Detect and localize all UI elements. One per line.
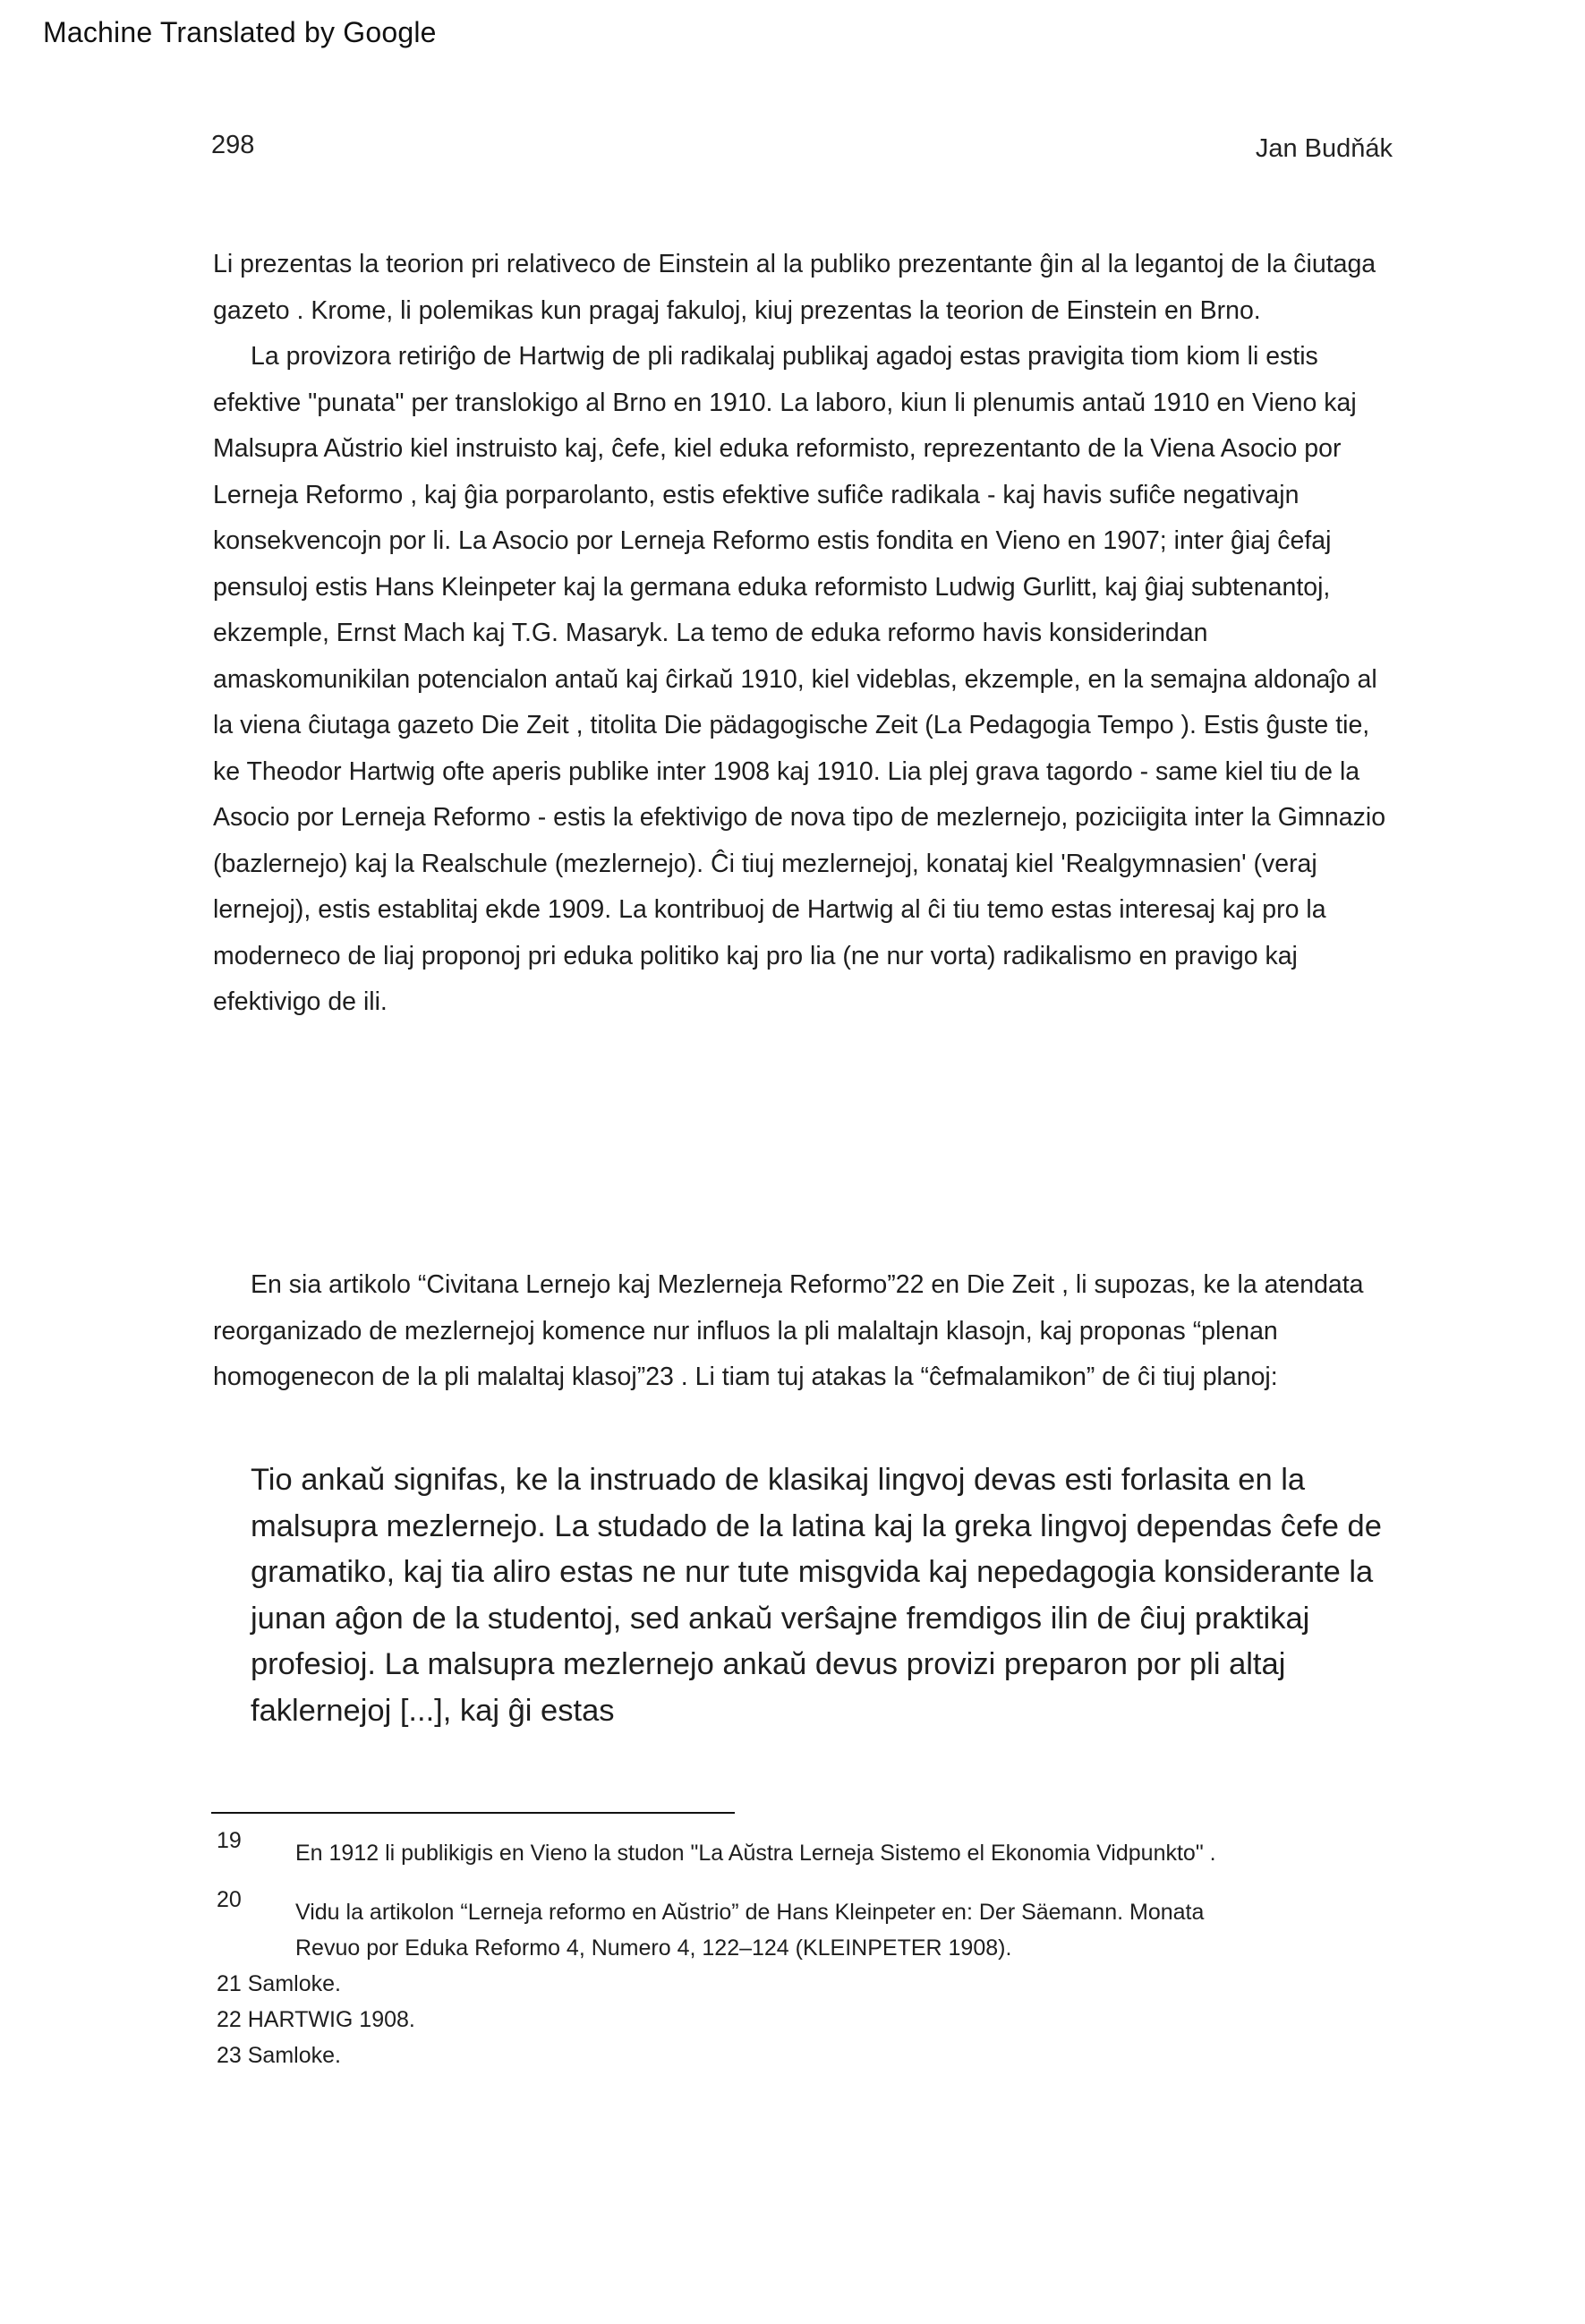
footnote-23: 23 Samloke. xyxy=(217,2043,341,2068)
page-number: 298 xyxy=(211,131,255,159)
footnote-text: Vidu la artikolon “Lerneja reformo en Aŭstrio” de Hans Kleinpeter en: Der Säemann. Monata Revuo por Eduka Reformo 4, Numero 4, 122–124 (KLEINPETER 1908). xyxy=(295,1900,1205,1961)
block-quote: Tio ankaŭ signifas, ke la instruado de klasikaj lingvoj devas esti forlasita en la malsupra mezlernejo. La studado de la latina kaj la greka lingvoj dependas ĉefe de gramatiko, kaj tia aliro estas ne nur tute misgvida kaj nepedagogia konsiderante la junan aĝon de la studentoj, sed ankaŭ verŝajne fremdigos ilin de ĉiuj praktikaj profesioj. La malsupra mezlernejo ankaŭ devus provizi preparon por pli altaj faklernejoj [...], kaj ĝi estas xyxy=(251,1463,1382,1728)
footnote-21: 21 Samloke. xyxy=(217,1971,341,1996)
machine-translation-banner: Machine Translated by Google xyxy=(43,16,437,48)
paragraph: La provizora retiriĝo de Hartwig de pli radikalaj publikaj agadoj estas pravigita tiom kiom li estis efektive "punata" per translokigo al Brno en 1910. La laboro, kiun li plenumis antaŭ 1910 en Vieno kaj Malsupra Aŭstrio kiel instruisto kaj, ĉefe, kiel eduka reformisto, reprezentanto de la Viena Asocio por Lerneja Reformo , kaj ĝia porparolanto, estis efektive sufiĉe radikala - kaj havis sufiĉe negativajn konsekvencojn por li. La Asocio por Lerneja Reformo estis fondita en Vieno en 1907; inter ĝiaj ĉefaj pensuloj estis Hans Kleinpeter kaj la germana eduka reformisto Ludwig Gurlitt, kaj ĝiaj subtenantoj, ekzemple, Ernst Mach kaj T.G. Masaryk. La temo de eduka reformo havis konsiderindan amaskomunikilan potencialon antaŭ kaj ĉirkaŭ 1910, kiel videblas, ekzemple, en la semajna aldonaĵo al la viena ĉiutaga gazeto Die Zeit , titolita Die pädagogische Zeit (La Pedagogia Tempo ). Estis ĝuste tie, ke Theodor Hartwig ofte aperis publike inter 1908 kaj 1910. Lia plej grava tagordo - same kiel tiu de la Asocio por Lerneja Reformo - estis la efektivigo de nova tipo de mezlernejo, poziciigita inter la Gimnazio (bazlernejo) kaj la Realschule (mezlernejo). Ĉi tiuj mezlernejoj, konataj kiel 'Realgymnasien' (veraj lernejoj), estis establitaj ekde 1909. La kontribuoj de Hartwig al ĉi tiu temo estas interesaj kaj pro la moderneco de liaj proponoj pri eduka politiko kaj pro lia (ne nur vorta) radikalismo en pravigo kaj efektivigo de ili. xyxy=(213,342,1386,1016)
footnote-20 xyxy=(215,1887,1405,1966)
footnote-text: En 1912 li publikigis en Vieno la studon "La Aŭstra Lerneja Sistemo el Ekonomia Vidpunkto" . xyxy=(295,1841,1216,1866)
footnotes xyxy=(215,1828,1405,2073)
footnote-number: 19 xyxy=(217,1828,242,1853)
footnote-22: 22 HARTWIG 1908. xyxy=(217,2007,415,2032)
body-text-bottom xyxy=(213,1262,1403,1401)
footnote-19 xyxy=(215,1828,1405,1871)
paragraph: Li prezentas la teorion pri relativeco de Einstein al la publiko prezentante ĝin al la legantoj de la ĉiutaga gazeto . Krome, li polemikas kun pragaj fakuloj, kiuj prezentas la teorion de Einstein en Brno. xyxy=(213,250,1376,325)
footnote-separator xyxy=(211,1812,735,1814)
body-text-top xyxy=(213,242,1403,1026)
running-header-author: Jan Budňák xyxy=(1255,134,1393,163)
paragraph: En sia artikolo “Civitana Lernejo kaj Mezlerneja Reformo”22 en Die Zeit , li supozas, ke la atendata reorganizado de mezlernejoj komence nur influos la pli malaltajn klasojn, kaj proponas “plenan homogenecon de la pli malaltaj klasoj”23 . Li tiam tuj atakas la “ĉefmalamikon” de ĉi tiuj planoj: xyxy=(213,1270,1364,1391)
footnote-number: 20 xyxy=(217,1887,242,1912)
